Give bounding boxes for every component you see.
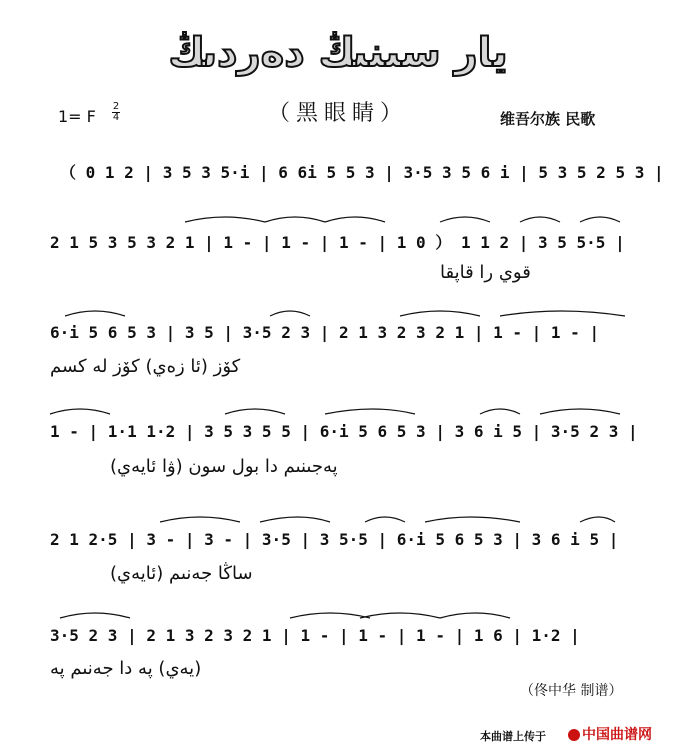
notation-row: （ 0 1 2 | 3 5 3 5·i | 6 6i 5 5 3 | 3·5 3 5 6 i | 5 3 5 2 5 3 | xyxy=(60,163,664,182)
notation-row: 6·i 5 6 5 3 | 3 5 | 3·5 2 3 | 2 1 3 2 3 2 1 | 1 - | 1 - | xyxy=(50,323,600,342)
upload-note: 本曲谱上传于 xyxy=(480,730,546,743)
site-logo xyxy=(568,724,652,744)
song-subtitle: （黑眼睛） xyxy=(267,101,408,126)
notation-row: 1 - | 1·1 1·2 | 3 5 3 5 5 | 6·i 5 6 5 3 | 3 6 i 5 | 3·5 2 3 | xyxy=(50,422,638,441)
lyric-row: كۆز (ئا زەي) كۆز لە كسم xyxy=(50,356,241,377)
lyric-row: ساڭا جەنىم (ئايەي) xyxy=(110,563,253,584)
notation-row: 2 1 5 3 5 3 2 1 | 1 - | 1 - | 1 - | 1 0 ） 1 1 2 | 3 5 5·5 | xyxy=(50,233,625,252)
lyric-row: قوي را قاپقا xyxy=(440,262,531,283)
logo-icon xyxy=(568,729,580,741)
lyric-row: (يەي) پە دا جەنىم پە xyxy=(50,658,202,679)
notation-row: 3·5 2 3 | 2 1 3 2 3 2 1 | 1 - | 1 - | 1 - | 1 6 | 1·2 | xyxy=(50,626,580,645)
genre-label: 维吾尔族 民歌 xyxy=(500,110,596,128)
notation-row: 2 1 2·5 | 3 - | 3 - | 3·5 | 3 5·5 | 6·i 5 6 5 3 | 3 6 i 5 | xyxy=(50,530,619,549)
site-name: 中国曲谱网 xyxy=(582,727,652,743)
arranger-credit: （佟中华 制谱） xyxy=(520,683,623,699)
time-denominator: 4 xyxy=(112,112,120,123)
key-signature: 1= F xyxy=(58,107,96,126)
time-numerator: 2 xyxy=(112,101,120,112)
song-title: يار سىنىڭ دەردىڭ xyxy=(168,30,508,76)
lyric-row: پەجىنىم دا بول سون (ۋا ئايەي) xyxy=(110,456,338,477)
